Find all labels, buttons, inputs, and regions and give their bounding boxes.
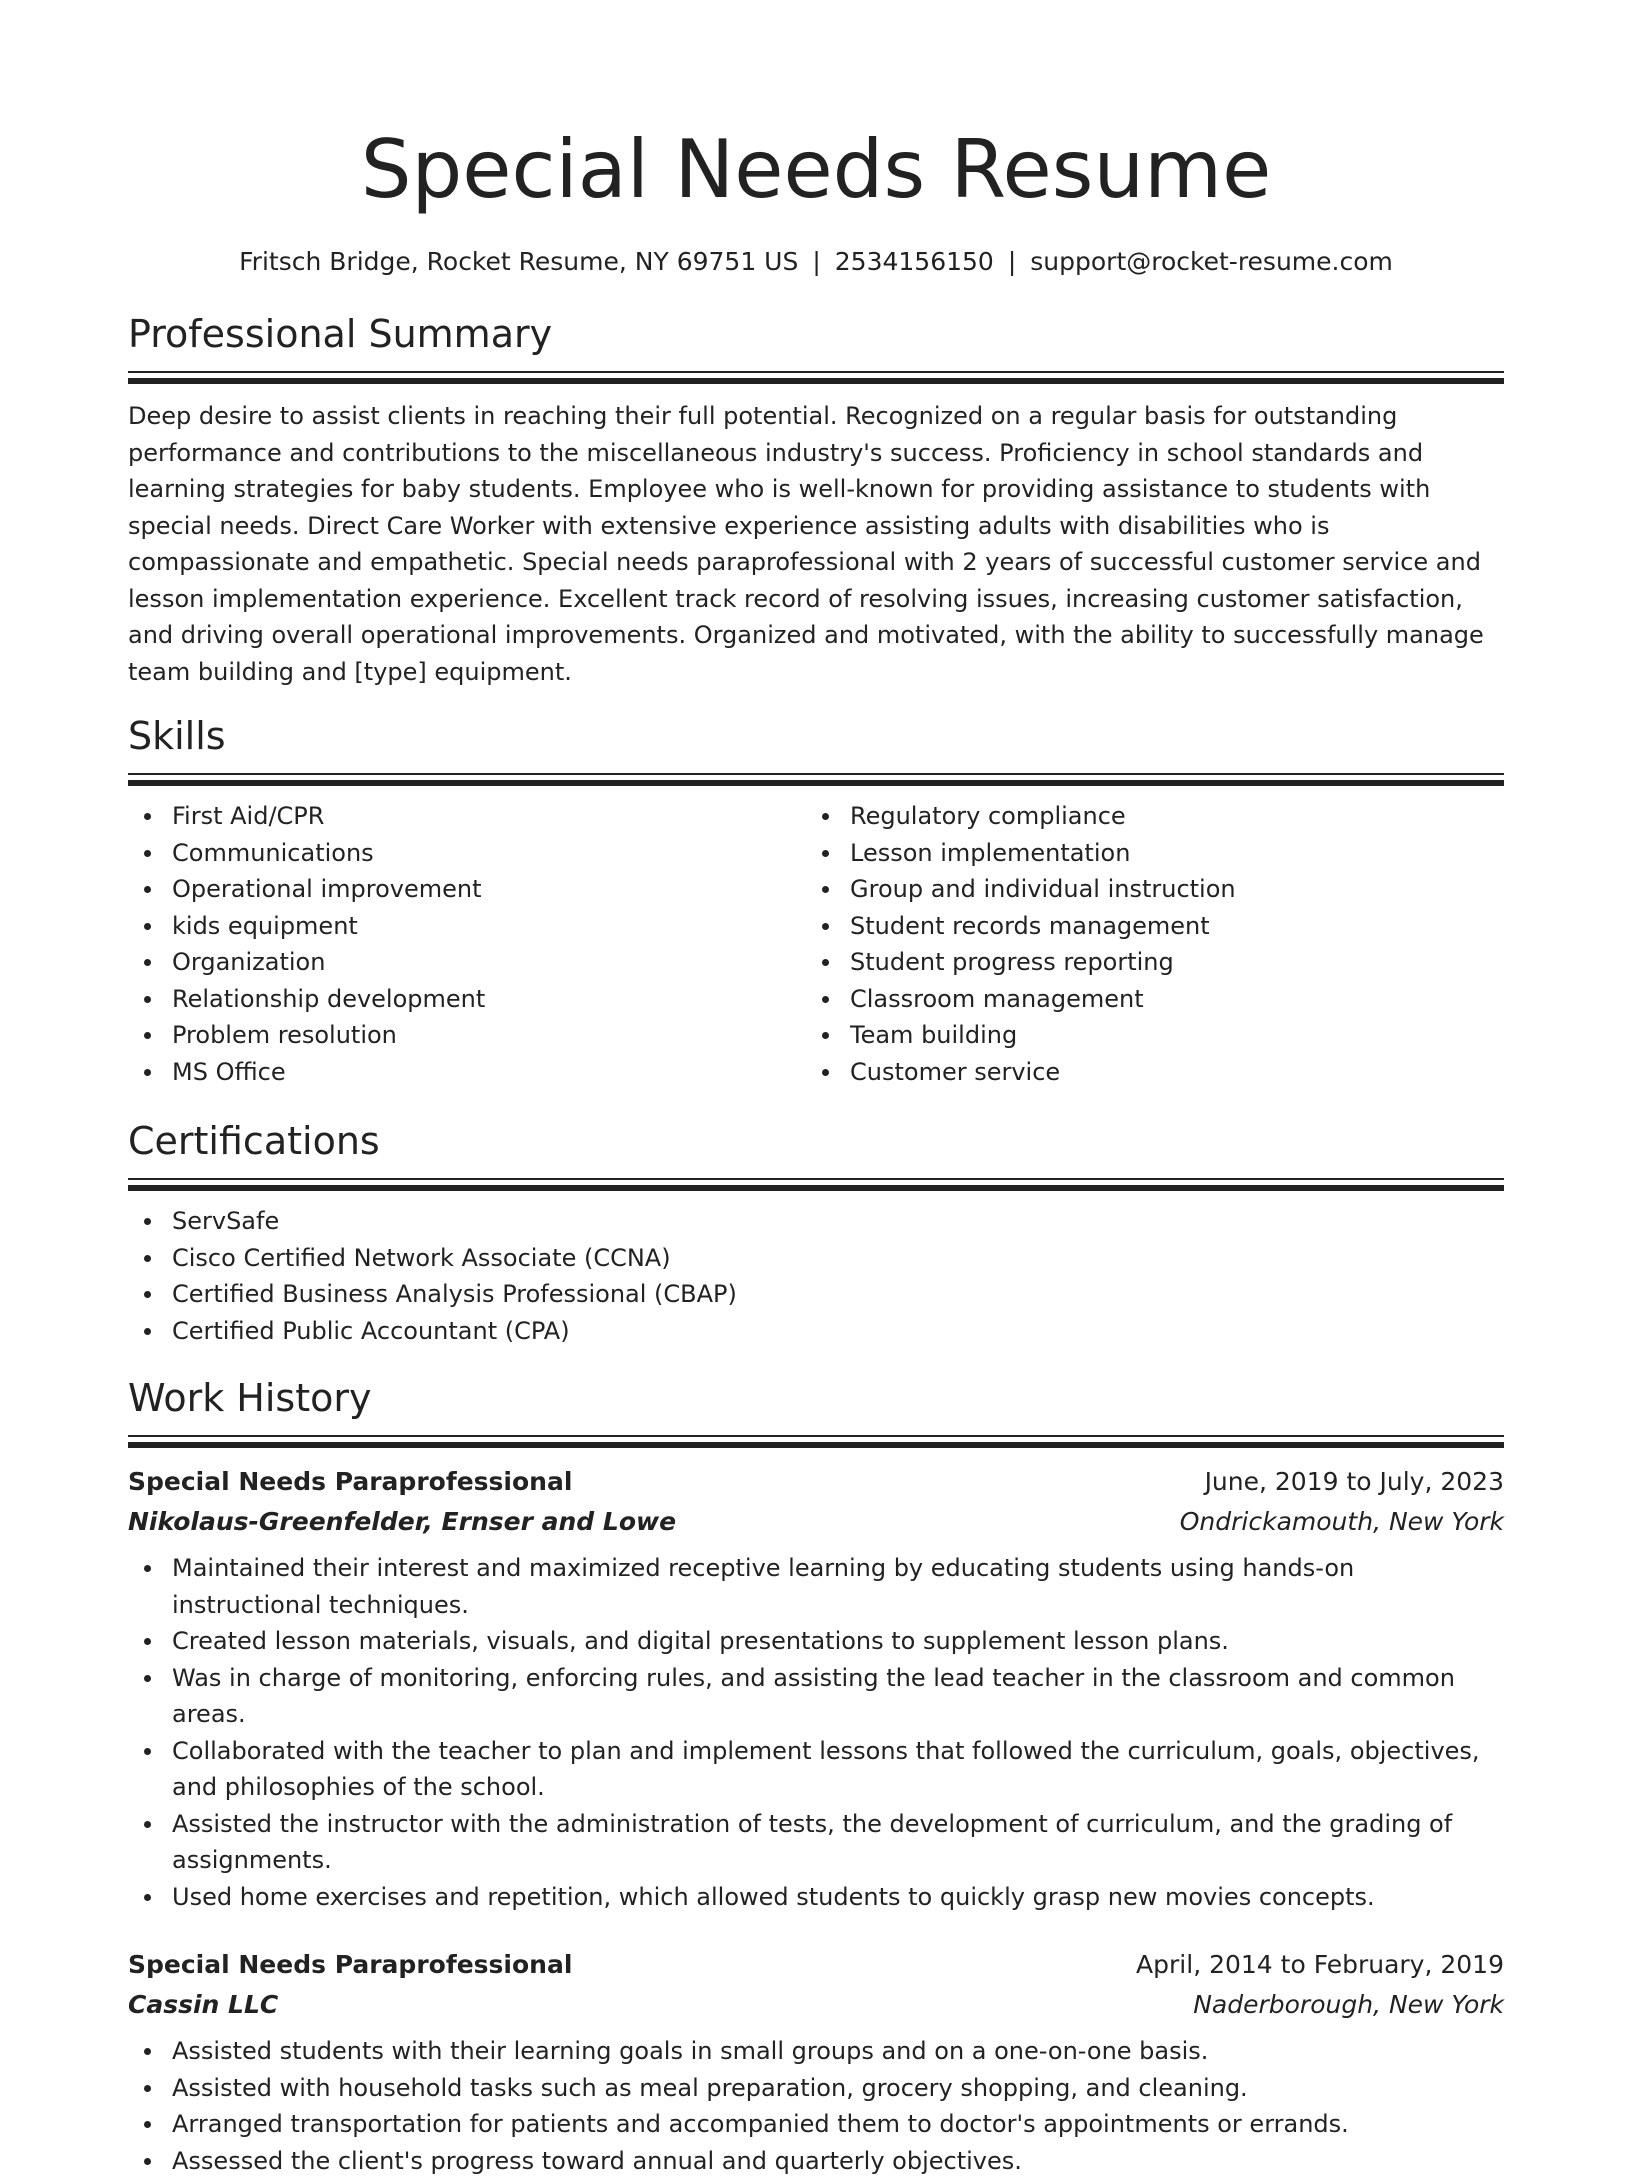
work-history-section xyxy=(128,1373,1504,2179)
job-title: Special Needs Paraprofessional xyxy=(128,1945,572,1985)
job-bullet: Used home exercises and repetition, which allowed students to quickly grasp new movies concepts. xyxy=(128,1879,1504,1916)
job-bullet: Assisted with household tasks such as meal preparation, grocery shopping, and cleaning. xyxy=(128,2070,1504,2107)
skills-heading: Skills xyxy=(128,711,1504,761)
job-header xyxy=(128,1945,1504,1985)
contact-address: Fritsch Bridge, Rocket Resume, NY 69751 US xyxy=(239,247,798,276)
job-entry xyxy=(128,1462,1504,1915)
skill-item: Communications xyxy=(128,835,806,872)
certification-item: Certified Business Analysis Professional (CBAP) xyxy=(128,1276,1504,1313)
skill-item: Team building xyxy=(806,1017,1484,1054)
job-bullet: Maintained their interest and maximized receptive learning by educating students using hands-on instructional techniques. xyxy=(128,1550,1504,1623)
skill-item: Customer service xyxy=(806,1054,1484,1091)
contact-phone: 2534156150 xyxy=(835,247,994,276)
job-bullet: Created lesson materials, visuals, and digital presentations to supplement lesson plans. xyxy=(128,1623,1504,1660)
skill-item: Regulatory compliance xyxy=(806,798,1484,835)
contact-separator: | xyxy=(798,247,834,276)
job-bullets xyxy=(128,1550,1504,1915)
certification-item: Certified Public Accountant (CPA) xyxy=(128,1313,1504,1350)
job-location: Naderborough, New York xyxy=(1193,1985,1504,2025)
summary-text: Deep desire to assist clients in reaching their full potential. Recognized on a regular basis for outstanding performance and contributions to the miscellaneous industry's success. Proficiency in school standards and learning strategies for baby students. Employee who is well-known for providing assistance to students with special needs. Direct Care Worker with extensive experience assisting adults with disabilities who is compassionate and empathetic. Special needs paraprofessional with 2 years of successful customer service and lesson implementation experience. Excellent track record of resolving issues, increasing customer satisfaction, and driving overall operational improvements. Organized and motivated, with the ability to successfully manage team building and [type] equipment. xyxy=(128,398,1504,690)
resume-title: Special Needs Resume xyxy=(128,0,1504,222)
job-dates: June, 2019 to July, 2023 xyxy=(1205,1462,1504,1502)
skill-item: Organization xyxy=(128,944,806,981)
skill-item: Operational improvement xyxy=(128,871,806,908)
job-subheader xyxy=(128,1502,1504,1542)
contact-line xyxy=(128,244,1504,280)
job-company: Cassin LLC xyxy=(128,1985,278,2025)
job-bullet: Assisted students with their learning goals in small groups and on a one-on-one basis. xyxy=(128,2033,1504,2070)
job-bullet: Collaborated with the teacher to plan and implement lessons that followed the curriculum, goals, objectives, and philosophies of the school. xyxy=(128,1733,1504,1806)
certifications-section xyxy=(128,1116,1504,1349)
certifications-list xyxy=(128,1203,1504,1349)
skills-list-right xyxy=(806,798,1484,1090)
skill-item: First Aid/CPR xyxy=(128,798,806,835)
certification-item: ServSafe xyxy=(128,1203,1504,1240)
section-divider xyxy=(128,1435,1504,1448)
summary-heading: Professional Summary xyxy=(128,309,1504,359)
contact-separator: | xyxy=(994,247,1030,276)
job-title: Special Needs Paraprofessional xyxy=(128,1462,572,1502)
job-subheader xyxy=(128,1985,1504,2025)
job-location: Ondrickamouth, New York xyxy=(1180,1502,1504,1542)
job-bullet: Was in charge of monitoring, enforcing rules, and assisting the lead teacher in the classroom and common areas. xyxy=(128,1660,1504,1733)
skills-columns xyxy=(128,798,1504,1090)
section-divider xyxy=(128,773,1504,786)
certification-item: Cisco Certified Network Associate (CCNA) xyxy=(128,1240,1504,1277)
skill-item: kids equipment xyxy=(128,908,806,945)
skills-section xyxy=(128,711,1504,1090)
skill-item: Problem resolution xyxy=(128,1017,806,1054)
contact-email[interactable]: support@rocket-resume.com xyxy=(1030,247,1393,276)
job-company: Nikolaus-Greenfelder, Ernser and Lowe xyxy=(128,1502,676,1542)
job-entry xyxy=(128,1945,1504,2179)
job-bullet: Arranged transportation for patients and accompanied them to doctor's appointments or errands. xyxy=(128,2106,1504,2143)
summary-section xyxy=(128,309,1504,690)
skill-item: Student records management xyxy=(806,908,1484,945)
skill-item: Classroom management xyxy=(806,981,1484,1018)
skill-item: Student progress reporting xyxy=(806,944,1484,981)
skill-item: Relationship development xyxy=(128,981,806,1018)
work-history-heading: Work History xyxy=(128,1373,1504,1423)
skill-item: MS Office xyxy=(128,1054,806,1091)
skills-list-left xyxy=(128,798,806,1090)
skill-item: Lesson implementation xyxy=(806,835,1484,872)
section-divider xyxy=(128,371,1504,384)
job-dates: April, 2014 to February, 2019 xyxy=(1136,1945,1504,1985)
skill-item: Group and individual instruction xyxy=(806,871,1484,908)
job-bullet: Assessed the client's progress toward annual and quarterly objectives. xyxy=(128,2143,1504,2179)
job-bullets xyxy=(128,2033,1504,2179)
job-header xyxy=(128,1462,1504,1502)
section-divider xyxy=(128,1178,1504,1191)
certifications-heading: Certifications xyxy=(128,1116,1504,1166)
job-bullet: Assisted the instructor with the administration of tests, the development of curriculum, and the grading of assignments. xyxy=(128,1806,1504,1879)
